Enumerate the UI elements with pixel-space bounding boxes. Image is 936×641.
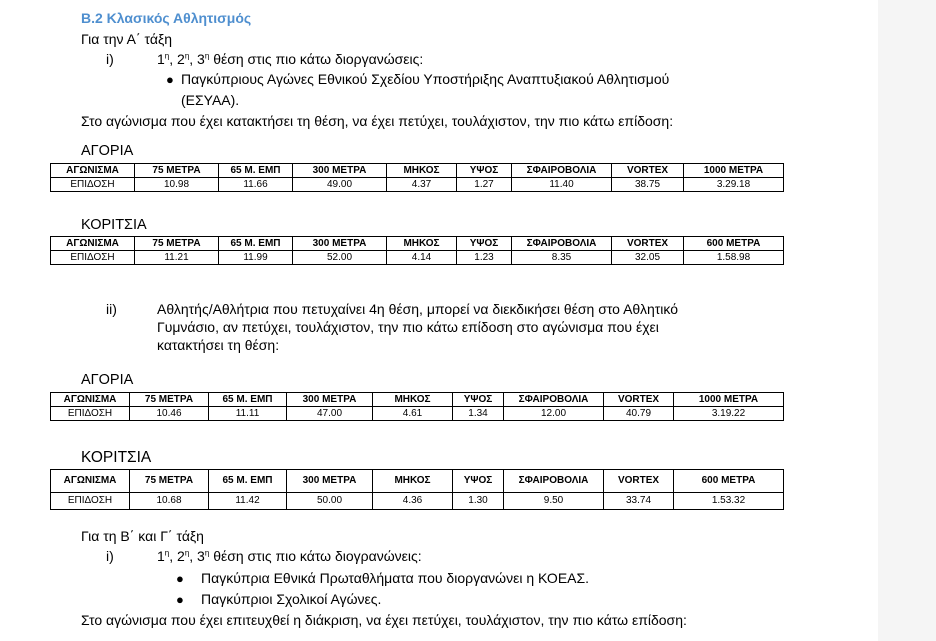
header-cell: 600 ΜΕΤΡΑ [674,470,784,493]
header-cell: ΑΓΩΝΙΣΜΑ [51,164,135,178]
item-bc-marker: i) [106,548,114,564]
table-cell: 10.98 [135,178,219,192]
results-table-boys-fourth [50,392,784,421]
table-cell: 4.14 [387,251,457,265]
table-header-row [51,470,784,493]
header-cell: VORTEX [612,237,684,251]
item-ii-line2: Γυμνάσιο, αν πετύχει, τουλάχιστον, την πιο κάτω επίδοση στο αγώνισμα που έχει [157,319,659,335]
table-cell: 1.53.32 [674,493,784,510]
table-row [51,407,784,421]
item-i-marker: i) [106,51,114,67]
bullet-icon: ● [176,571,184,586]
class-bc-intro: Για τη Β΄ και Γ΄ τάξη [81,528,204,544]
header-cell: ΥΨΟΣ [453,470,504,493]
item-ii-marker: ii) [106,301,117,317]
header-cell: 300 ΜΕΤΡΑ [287,393,373,407]
header-cell: ΜΗΚΟΣ [373,470,453,493]
header-cell: 300 ΜΕΤΡΑ [287,470,373,493]
header-cell: 1000 ΜΕΤΡΑ [674,393,784,407]
results-table-girls [50,236,784,265]
item-bc-bullet1: Παγκύπρια Εθνικά Πρωταθλήματα που διοργανώνει η ΚΟΕΑΣ. [201,570,590,586]
header-cell: 600 ΜΕΤΡΑ [684,237,784,251]
header-cell: ΥΨΟΣ [453,393,504,407]
table-cell: 12.00 [504,407,604,421]
header-cell: 65 Μ. ΕΜΠ [219,164,293,178]
header-cell: VORTEX [612,164,684,178]
table-header-row [51,393,784,407]
item-ii-line1: Αθλητής/Αθλήτρια που πετυχαίνει 4η θέση, μπορεί να διεκδικήσει θέση στο Αθλητικό [157,301,678,317]
table-row [51,178,784,192]
header-cell: ΑΓΩΝΙΣΜΑ [51,470,130,493]
table-cell: 3.29.18 [684,178,784,192]
header-cell: VORTEX [604,470,674,493]
header-cell: ΑΓΩΝΙΣΜΑ [51,237,135,251]
final-text: Στο αγώνισμα που έχει επιτευχθεί η διάκριση, να έχει πετύχει, τουλάχιστον, την πιο κάτω επίδοση: [81,612,687,628]
item-i-places: $1^\eta$, $2^\eta$, $3^\eta$ θέση στις πιο κάτω διοργανώσεις: [157,51,424,67]
item-i-bullet-line2: (ΕΣΥΑΑ). [181,92,240,108]
header-cell: 300 ΜΕΤΡΑ [293,237,387,251]
table-cell: 11.40 [512,178,612,192]
item-bc-bullet2: Παγκύπριοι Σχολικοί Αγώνες. [201,591,382,607]
header-cell: ΑΓΩΝΙΣΜΑ [51,393,130,407]
table-cell: 40.79 [604,407,674,421]
table-cell: 1.34 [453,407,504,421]
table-cell: 1.27 [457,178,512,192]
bullet-icon: ● [176,592,184,607]
boys-label: ΑΓΟΡΙΑ [81,372,134,388]
girls-label: ΚΟΡΙΤΣΙΑ [81,449,152,466]
table-cell: ΕΠΙΔΟΣΗ [51,178,135,192]
header-cell: ΜΗΚΟΣ [387,164,457,178]
table-cell: 1.23 [457,251,512,265]
class-a-intro: Για την Α΄ τάξη [81,31,173,47]
table-cell: 8.35 [512,251,612,265]
table-cell: 4.37 [387,178,457,192]
table-cell: 4.36 [373,493,453,510]
header-cell: 300 ΜΕΤΡΑ [293,164,387,178]
table-cell: 4.61 [373,407,453,421]
results-table-girls-fourth [50,469,784,510]
results-table-boys [50,163,784,192]
table-cell: 33.74 [604,493,674,510]
header-cell: ΣΦΑΙΡΟΒΟΛΙΑ [512,164,612,178]
table-header-row [51,164,784,178]
table-cell: 11.11 [209,407,287,421]
header-cell: 65 Μ. ΕΜΠ [209,470,287,493]
header-cell: 65 Μ. ΕΜΠ [219,237,293,251]
item-i-bullet-line1: Παγκύπριους Αγώνες Εθνικού Σχεδίου Υποστήριξης Αναπτυξιακού Αθλητισμού [181,71,670,87]
table-cell: 38.75 [612,178,684,192]
header-cell: 75 ΜΕΤΡΑ [135,164,219,178]
header-cell: 75 ΜΕΤΡΑ [130,393,209,407]
header-cell: 1000 ΜΕΤΡΑ [684,164,784,178]
table-cell: 11.66 [219,178,293,192]
bullet-icon: ● [166,72,174,87]
item-bc-places: $1^\eta$, $2^\eta$, $3^\eta$ θέση στις πιο κάτω διογρανώνεις: [157,548,422,564]
table-cell: 11.99 [219,251,293,265]
header-cell: ΥΨΟΣ [457,164,512,178]
table-cell: 3.19.22 [674,407,784,421]
table-cell: 50.00 [287,493,373,510]
table-cell: 1.30 [453,493,504,510]
table-cell: 10.68 [130,493,209,510]
table-cell: 11.21 [135,251,219,265]
table-cell: ΕΠΙΔΟΣΗ [51,251,135,265]
table-cell: 9.50 [504,493,604,510]
table-cell: 49.00 [293,178,387,192]
table-row [51,251,784,265]
section-heading: Β.2 Κλασικός Αθλητισμός [81,10,252,26]
table-header-row [51,237,784,251]
boys-label: ΑΓΟΡΙΑ [81,143,134,159]
header-cell: ΜΗΚΟΣ [387,237,457,251]
header-cell: 75 ΜΕΤΡΑ [130,470,209,493]
table-cell: ΕΠΙΔΟΣΗ [51,407,130,421]
table-cell: 32.05 [612,251,684,265]
header-cell: ΣΦΑΙΡΟΒΟΛΙΑ [512,237,612,251]
header-cell: 65 Μ. ΕΜΠ [209,393,287,407]
requirement-text: Στο αγώνισμα που έχει κατακτήσει τη θέση, να έχει πετύχει, τουλάχιστον, την πιο κάτω επίδοση: [81,113,674,129]
table-cell: 47.00 [287,407,373,421]
table-cell: 1.58.98 [684,251,784,265]
header-cell: 75 ΜΕΤΡΑ [135,237,219,251]
header-cell: ΥΨΟΣ [457,237,512,251]
header-cell: ΜΗΚΟΣ [373,393,453,407]
table-row [51,493,784,510]
header-cell: VORTEX [604,393,674,407]
header-cell: ΣΦΑΙΡΟΒΟΛΙΑ [504,393,604,407]
table-cell: 52.00 [293,251,387,265]
girls-label: ΚΟΡΙΤΣΙΑ [81,217,147,233]
table-cell: 10.46 [130,407,209,421]
table-cell: ΕΠΙΔΟΣΗ [51,493,130,510]
item-ii-line3: κατακτήσει τη θέση: [157,337,280,353]
header-cell: ΣΦΑΙΡΟΒΟΛΙΑ [504,470,604,493]
table-cell: 11.42 [209,493,287,510]
